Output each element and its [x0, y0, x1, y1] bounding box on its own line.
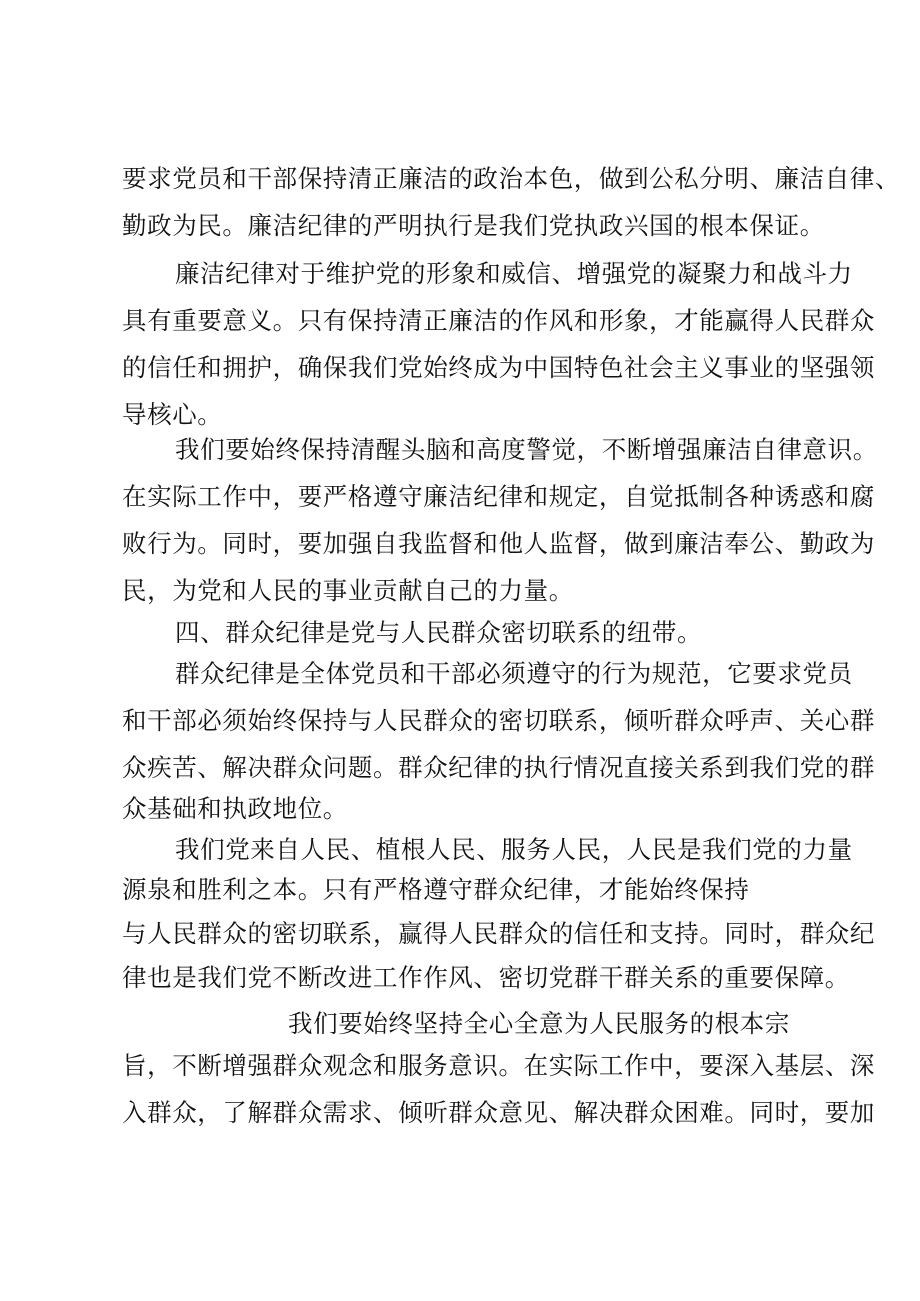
text-line: 众疾苦、解决群众问题。群众纪律的执行情况直接关系到我们党的群 [122, 753, 875, 782]
text-line: 导核心。 [122, 400, 223, 429]
text-line: 要求党员和干部保持清正廉洁的政治本色，做到公私分明、廉洁自律、 [122, 164, 901, 193]
paragraph-start-line: 我们要始终保持清醒头脑和高度警觉，不断增强廉洁自律意识。 [175, 435, 878, 464]
text-line: 在实际工作中，要严格遵守廉洁纪律和规定，自觉抵制各种诱惑和腐 [122, 482, 875, 511]
text-line: 与人民群众的密切联系，赢得人民群众的信任和支持。同时，群众纪 [122, 919, 875, 948]
paragraph-start-line: 廉洁纪律对于维护党的形象和威信、增强党的凝聚力和战斗力 [175, 259, 853, 288]
text-line: 众基础和执政地位。 [122, 794, 348, 823]
text-line: 民，为党和人民的事业贡献自己的力量。 [122, 576, 574, 605]
section-heading: 四、群众纪律是党与人民群众密切联系的纽带。 [175, 618, 703, 647]
text-line: 具有重要意义。只有保持清正廉洁的作风和形象，才能赢得人民群众 [122, 306, 875, 335]
text-line: 败行为。同时，要加强自我监督和他人监督，做到廉洁奉公、勤政为 [122, 529, 875, 558]
paragraph-start-line: 我们党来自人民、植根人民、服务人民，人民是我们党的力量 [175, 835, 853, 864]
text-line: 源泉和胜利之本。只有严格遵守群众纪律，才能始终保持 [122, 875, 750, 904]
text-line: 和干部必须始终保持与人民群众的密切联系，倾听群众呼声、关心群 [122, 706, 875, 735]
text-line: 旨，不断增强群众观念和服务意识。在实际工作中，要深入基层、深 [122, 1051, 875, 1080]
paragraph-start-line: 群众纪律是全体党员和干部必须遵守的行为规范，它要求党员 [175, 659, 853, 688]
text-line: 勤政为民。廉洁纪律的严明执行是我们党执政兴国的根本保证。 [122, 211, 825, 240]
paragraph-start-line: 我们要始终坚持全心全意为人民服务的根本宗 [288, 1009, 790, 1038]
text-line: 入群众，了解群众需求、倾听群众意见、解决群众困难。同时，要加 [122, 1098, 875, 1127]
text-line: 律也是我们党不断改进工作作风、密切党群干群关系的重要保障。 [122, 963, 850, 992]
text-line: 的信任和拥护，确保我们党始终成为中国特色社会主义事业的坚强领 [122, 353, 875, 382]
